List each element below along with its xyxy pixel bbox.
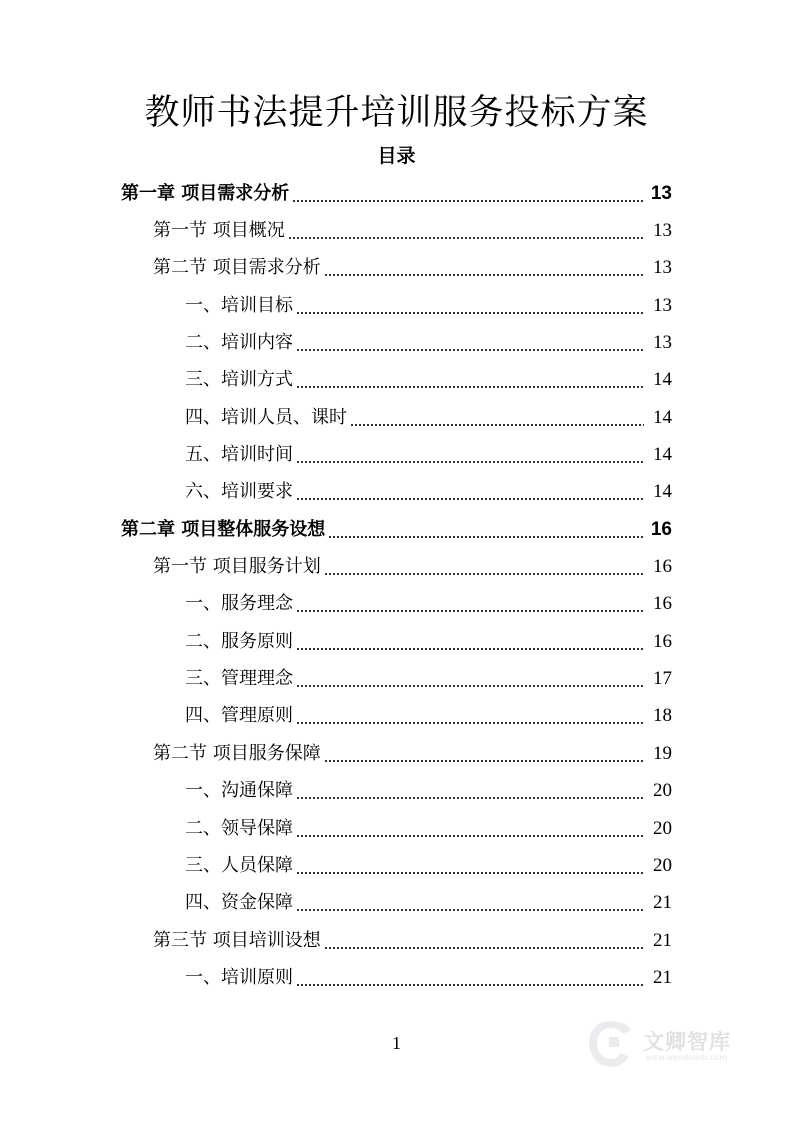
toc-entry[interactable]	[0, 623, 793, 660]
toc-entry-page: 16	[653, 630, 672, 652]
toc-entry-page: 16	[653, 593, 672, 615]
toc-entry-page: 21	[653, 966, 672, 988]
watermark-name: 文卿智库	[643, 1030, 731, 1054]
toc-entry-page: 16	[650, 518, 672, 540]
toc-entry[interactable]	[0, 436, 793, 473]
toc-entry-label: 第一章 项目需求分析	[121, 182, 290, 204]
toc-entry-page: 20	[653, 854, 672, 876]
toc-entry-label: 三、人员保障	[185, 854, 293, 876]
toc-entry-label: 四、培训人员、课时	[185, 406, 347, 428]
toc-dot-leader	[292, 200, 644, 202]
toc-entry-page: 13	[653, 220, 672, 242]
toc-entry[interactable]	[0, 959, 793, 996]
toc-entry-label: 三、培训方式	[185, 369, 293, 391]
toc-entry-page: 14	[653, 444, 672, 466]
toc-entry-page: 13	[653, 332, 672, 354]
toc-dot-leader	[296, 872, 644, 874]
toc-entry[interactable]	[0, 922, 793, 959]
toc-entry-label: 第一节 项目服务计划	[153, 556, 321, 578]
toc-dot-leader	[296, 722, 644, 724]
toc-entry[interactable]	[0, 362, 793, 399]
toc-entry-label: 二、领导保障	[185, 817, 293, 839]
toc-entry[interactable]	[0, 773, 793, 810]
toc-entry[interactable]	[0, 250, 793, 287]
toc-entry-label: 第二节 项目需求分析	[153, 257, 321, 279]
toc-dot-leader	[296, 797, 644, 799]
toc-dot-leader	[288, 237, 644, 239]
toc-dot-leader	[296, 648, 644, 650]
toc-dot-leader	[350, 424, 644, 426]
toc-entry[interactable]	[0, 175, 793, 212]
toc-entry-page: 17	[653, 668, 672, 690]
page-number: 1	[392, 1033, 401, 1053]
toc-entry-page: 13	[653, 294, 672, 316]
toc-entry-page: 19	[653, 742, 672, 764]
toc-entry[interactable]	[0, 810, 793, 847]
toc-dot-leader	[296, 386, 644, 388]
toc-dot-leader	[296, 312, 644, 314]
toc-entry-page: 13	[653, 257, 672, 279]
toc-dot-leader	[324, 947, 644, 949]
toc-entry[interactable]	[0, 660, 793, 697]
toc-dot-leader	[324, 573, 644, 575]
toc-entry-label: 一、服务理念	[185, 593, 293, 615]
toc-heading: 目录	[377, 145, 416, 167]
toc-entry-page: 20	[653, 780, 672, 802]
toc-dot-leader	[296, 461, 644, 463]
toc-entry[interactable]	[0, 885, 793, 922]
toc-entry[interactable]	[0, 399, 793, 436]
toc-dot-leader	[296, 909, 644, 911]
toc-entry[interactable]	[0, 548, 793, 585]
toc-dot-leader	[296, 835, 644, 837]
toc-dot-leader	[296, 498, 644, 500]
toc-entry-page: 13	[650, 182, 672, 204]
toc-dot-leader	[296, 685, 644, 687]
toc-entry-label: 四、资金保障	[185, 892, 293, 914]
toc-entry-label: 第二章 项目整体服务设想	[121, 518, 326, 540]
toc-entry[interactable]	[0, 698, 793, 735]
toc-entry-label: 二、培训内容	[185, 332, 293, 354]
toc-entry-page: 14	[653, 369, 672, 391]
toc-entry-label: 三、管理理念	[185, 668, 293, 690]
toc-dot-leader	[296, 610, 644, 612]
toc-entry-page: 21	[653, 892, 672, 914]
toc-entry-page: 14	[653, 481, 672, 503]
toc-entry[interactable]	[0, 287, 793, 324]
toc-entry[interactable]	[0, 847, 793, 884]
toc-dot-leader	[324, 274, 644, 276]
toc-entry[interactable]	[0, 511, 793, 548]
toc-entry-label: 第二节 项目服务保障	[153, 742, 321, 764]
toc-entry-page: 18	[653, 705, 672, 727]
toc-entry-page: 14	[653, 406, 672, 428]
watermark-logo-icon	[585, 1017, 637, 1073]
toc-entry[interactable]	[0, 735, 793, 772]
toc-entry[interactable]	[0, 586, 793, 623]
toc-entry-page: 21	[653, 929, 672, 951]
toc-entry[interactable]	[0, 324, 793, 361]
watermark-url: www.wendoulib.com	[645, 1053, 728, 1062]
toc-entry-label: 四、管理原则	[185, 705, 293, 727]
watermark	[585, 1015, 755, 1075]
toc-entry-label: 一、培训目标	[185, 294, 293, 316]
toc-entry-label: 一、沟通保障	[185, 780, 293, 802]
toc-entry-page: 16	[653, 556, 672, 578]
toc-entry-label: 六、培训要求	[185, 481, 293, 503]
toc-entry-label: 二、服务原则	[185, 630, 293, 652]
toc-entry[interactable]	[0, 212, 793, 249]
toc-dot-leader	[296, 984, 644, 986]
toc-entry-label: 第三节 项目培训设想	[153, 929, 321, 951]
toc-dot-leader	[328, 536, 644, 538]
table-of-contents	[0, 175, 793, 997]
document-title: 教师书法提升培训服务投标方案	[144, 93, 649, 133]
toc-entry[interactable]	[0, 474, 793, 511]
toc-entry-page: 20	[653, 817, 672, 839]
toc-entry-label: 五、培训时间	[185, 444, 293, 466]
toc-dot-leader	[296, 349, 644, 351]
toc-entry-label: 一、培训原则	[185, 966, 293, 988]
toc-entry-label: 第一节 项目概况	[153, 220, 285, 242]
toc-dot-leader	[324, 760, 644, 762]
